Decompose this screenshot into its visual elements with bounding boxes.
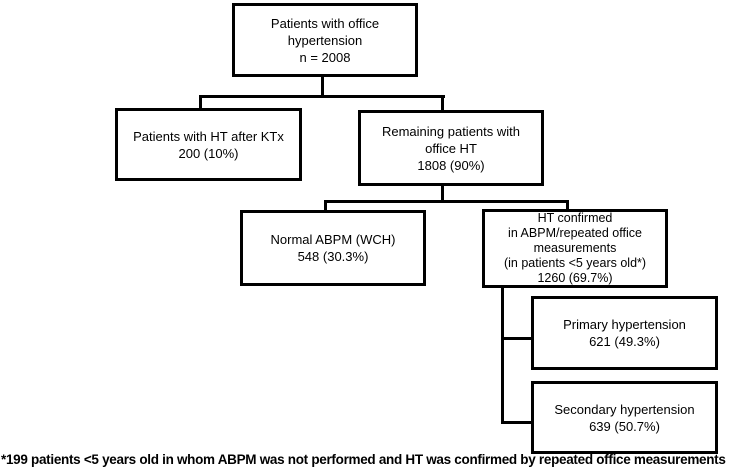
connector-remaining-drop-right	[566, 200, 569, 210]
node-text-line: 200 (10%)	[178, 145, 239, 161]
node-text-line: hypertension	[287, 32, 363, 48]
node-text-line: office HT	[425, 140, 477, 156]
node-ht-confirmed	[482, 209, 668, 288]
node-secondary-hypertension	[531, 381, 718, 454]
node-text-line: Patients with office	[270, 15, 380, 31]
connector-remaining-bar	[324, 200, 569, 203]
node-text-line: Secondary hypertension	[554, 401, 695, 417]
node-text-line: Primary hypertension	[563, 317, 686, 332]
connector-confirmed-branch-secondary	[501, 421, 532, 424]
node-text-line: HT confirmed	[537, 211, 613, 225]
connector-root-bar	[199, 95, 445, 98]
connector-confirmed-branch-primary	[501, 337, 532, 340]
connector-confirmed-stem	[501, 287, 504, 424]
node-text-line: n = 2008	[299, 49, 351, 65]
node-text-line: Patients with HT after KTx	[133, 128, 284, 144]
node-text-line: 1260 (69.7%)	[537, 271, 613, 285]
connector-remaining-drop-left	[324, 200, 327, 211]
connector-root-drop-left	[199, 95, 202, 109]
node-text-line: (in patients <5 years old*)	[503, 256, 647, 270]
node-normal-abpm-wch	[240, 210, 426, 286]
node-text-line: Normal ABPM (WCH)	[270, 232, 396, 247]
node-remaining-office-ht	[358, 110, 544, 186]
node-text-line: 621 (49.3%)	[589, 334, 660, 349]
node-text-line: 1808 (90%)	[417, 157, 485, 173]
node-ht-after-ktx	[115, 108, 302, 181]
footnote: *199 patients <5 years old in whom ABPM was not performed and HT was confirmed by repeated office measurements	[1, 452, 726, 467]
node-text-line: 639 (50.7%)	[589, 418, 660, 434]
connector-root-drop-right	[441, 95, 444, 111]
node-text-line: in ABPM/repeated office	[508, 226, 642, 240]
connector-root-stem	[321, 76, 324, 97]
node-text-line: measurements	[533, 241, 617, 255]
node-office-hypertension	[232, 3, 418, 77]
node-primary-hypertension	[531, 296, 718, 370]
node-text-line: 548 (30.3%)	[297, 249, 369, 264]
node-text-line: Remaining patients with	[381, 123, 521, 139]
